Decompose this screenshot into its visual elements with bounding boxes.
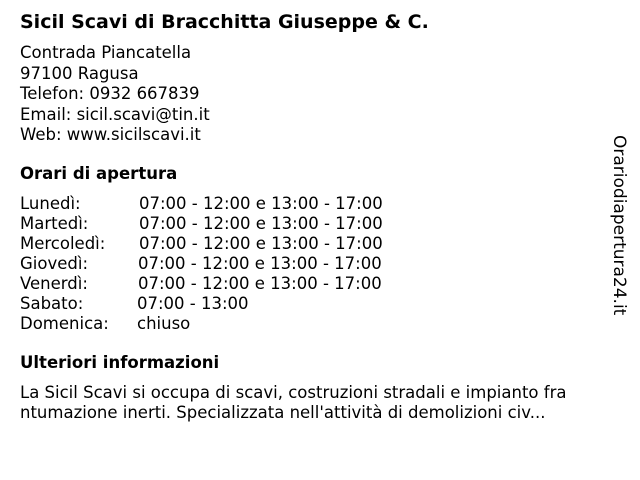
time-value: 07:00 - 13:00 bbox=[137, 294, 249, 313]
watermark-text: Orariodiapertura24.it bbox=[609, 135, 629, 316]
street-line: Contrada Piancatella bbox=[20, 43, 192, 62]
time-value: 07:00 - 12:00 e 13:00 - 17:00 bbox=[139, 194, 383, 213]
info-heading: Ulteriori informazioni bbox=[20, 353, 220, 372]
business-name: Sicil Scavi di Bracchitta Giuseppe & C. bbox=[20, 11, 429, 33]
day-label: Giovedì: bbox=[20, 254, 88, 273]
time-value: chiuso bbox=[137, 314, 191, 333]
hours-heading: Orari di apertura bbox=[20, 164, 178, 183]
info-line: ntumazione inerti. Specializzata nell'attività di demolizioni civ... bbox=[20, 403, 546, 422]
phone-line: Telefon: 0932 667839 bbox=[20, 84, 200, 103]
time-value: 07:00 - 12:00 e 13:00 - 17:00 bbox=[139, 214, 383, 233]
time-value: 07:00 - 12:00 e 13:00 - 17:00 bbox=[138, 254, 382, 273]
contact-block bbox=[20, 43, 210, 146]
day-label: Sabato: bbox=[20, 294, 84, 313]
day-label: Lunedì: bbox=[20, 194, 81, 213]
time-value: 07:00 - 12:00 e 13:00 - 17:00 bbox=[139, 234, 383, 253]
info-description bbox=[20, 383, 610, 423]
city-line: 97100 Ragusa bbox=[20, 63, 139, 83]
day-label: Venerdì: bbox=[20, 274, 88, 293]
email-line: Email: sicil.scavi@tin.it bbox=[20, 104, 210, 124]
day-label: Domenica: bbox=[20, 314, 109, 333]
day-label: Mercoledì: bbox=[20, 234, 106, 253]
web-line: Web: www.sicilscavi.it bbox=[20, 125, 201, 144]
info-line: La Sicil Scavi si occupa di scavi, costruzioni stradali e impianto fra bbox=[20, 383, 567, 402]
day-label: Martedì: bbox=[20, 214, 89, 233]
time-value: 07:00 - 12:00 e 13:00 - 17:00 bbox=[138, 274, 382, 293]
